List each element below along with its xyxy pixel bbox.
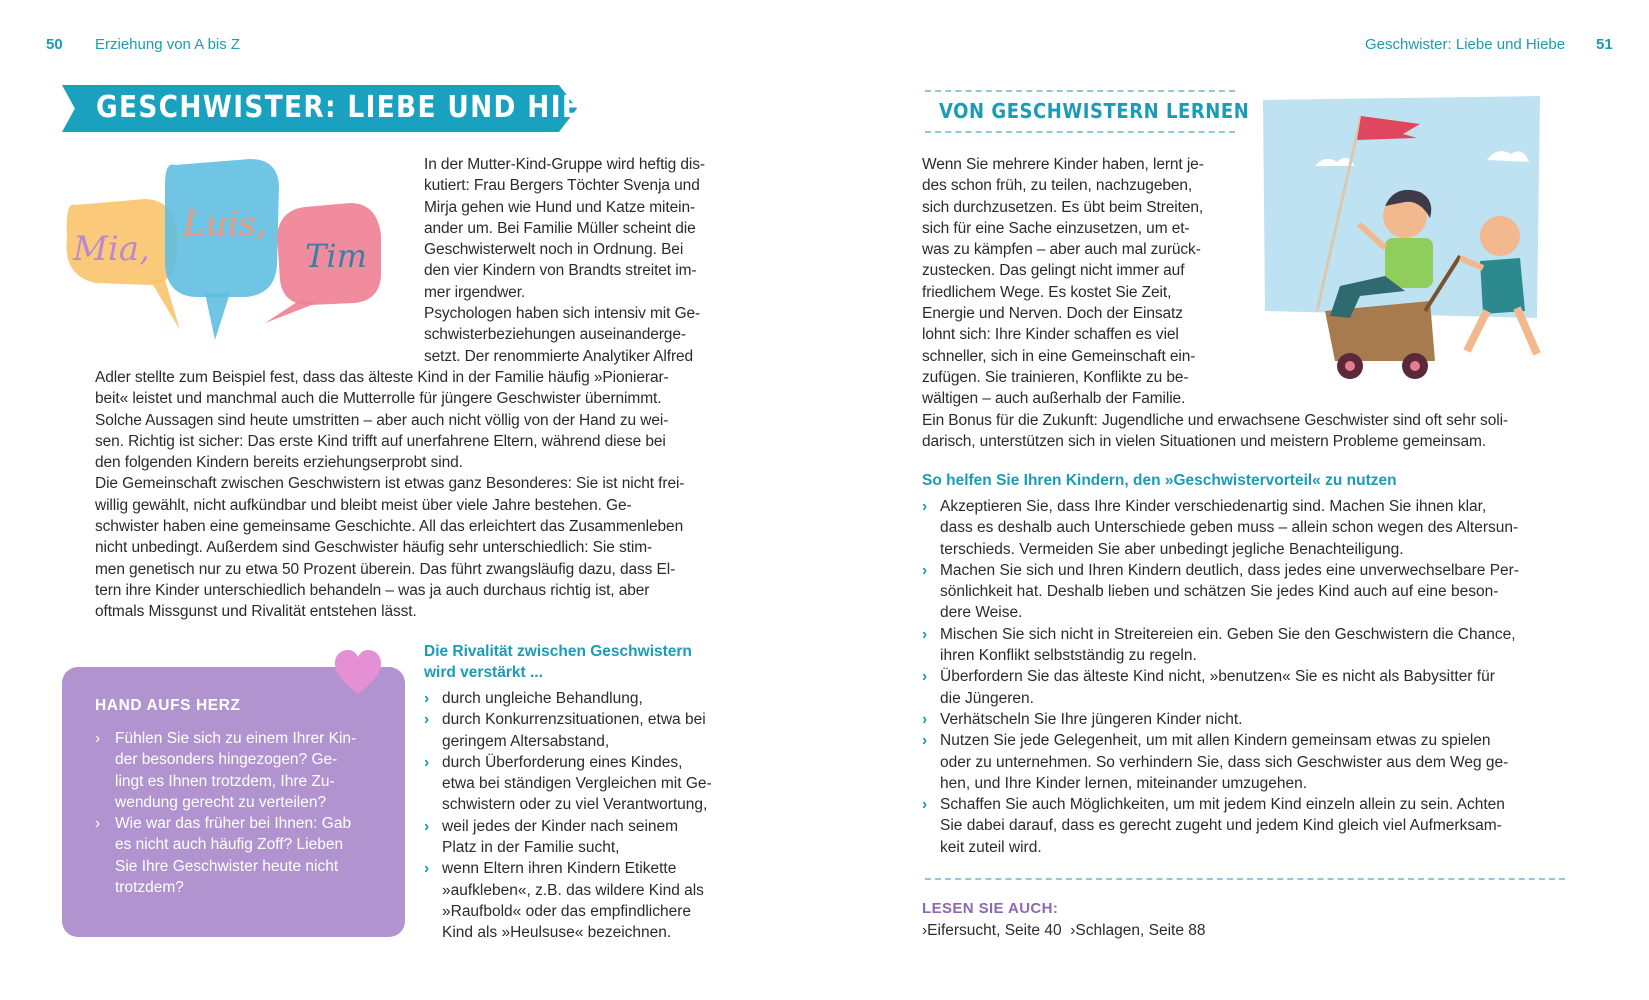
text-line: beit« leistet und manchmal auch die Mutterrolle für jüngere Geschwister übernimmt. [95, 390, 662, 408]
intro-paragraph-right [922, 154, 1508, 452]
section-title: VON GESCHWISTERN LERNEN [939, 99, 1250, 123]
hand-aufs-herz-title: HAND AUFS HERZ [95, 697, 241, 714]
list-item [424, 752, 712, 816]
text-line: kutiert: Frau Bergers Töchter Svenja und [424, 177, 700, 195]
lesen-sie-auch-title: LESEN SIE AUCH: [922, 900, 1059, 917]
list-item [424, 858, 712, 943]
chevron-right-icon: › [922, 796, 928, 814]
text-line: der besonders hingezogen? Ge- [115, 751, 338, 769]
text-line: lingt es Ihnen trotzdem, Ihre Zu- [115, 772, 335, 790]
chevron-right-icon: › [1070, 922, 1076, 939]
text-line: tern ihre Kinder unterschiedlich behandeln – was ja auch durchaus richtig ist, aber [95, 581, 650, 599]
chevron-right-icon: › [922, 732, 928, 750]
text-line: oftmals Missgunst und Rivalität entstehen lässt. [95, 603, 417, 621]
text-line: Machen Sie sich und Ihren Kindern deutlich, dass jedes eine unverwechselbare Per- [940, 561, 1520, 579]
text-line: durch Konkurrenzsituationen, etwa bei [442, 711, 706, 729]
text-line: etwa bei ständigen Vergleichen mit Ge- [442, 775, 712, 793]
bubble-name-mia: Mia, [73, 229, 150, 269]
text-line: lohnt sich: Ihre Kinder schaffen es viel [922, 326, 1179, 344]
text-line: sich für eine Sache einzusetzen, um et- [922, 219, 1190, 237]
text-line: Platz in der Familie sucht, [442, 839, 620, 857]
chevron-right-icon: › [922, 625, 928, 643]
text-line: sich durchzusetzen. Es übt beim Streiten, [922, 198, 1204, 216]
text-line: hen, und Ihre Kinder lernen, miteinander umzugehen. [940, 774, 1308, 792]
text-line: zustecken. Das gelingt nicht immer auf [922, 262, 1185, 280]
list-item [424, 688, 712, 709]
text-line: Ein Bonus für die Zukunft: Jugendliche und erwachsene Geschwister sind oft sehr soli- [922, 411, 1508, 429]
text-line: Fühlen Sie sich zu einem Ihrer Kin- [115, 730, 357, 747]
list-item [424, 709, 712, 752]
text-line: sen. Richtig ist sicher: Das erste Kind trifft auf unerfahrene Eltern, während diese bei [95, 432, 666, 450]
text-line: trotzdem? [115, 879, 184, 897]
text-line: Solche Aussagen sind heute umstritten – aber auch nicht völlig von der Hand zu wei- [95, 411, 669, 429]
text-line: wältigen – auch außerhalb der Familie. [922, 390, 1186, 408]
text-line: Nutzen Sie jede Gelegenheit, um mit allen Kindern gemeinsam etwas zu spielen [940, 732, 1491, 750]
list-item [922, 709, 1519, 730]
text-line: Die Rivalität zwischen Geschwistern [424, 643, 692, 660]
chevron-right-icon: › [922, 710, 928, 728]
text-line: men genetisch nur zu etwa 50 Prozent überein. Das führt zwangsläufig dazu, dass El- [95, 560, 676, 578]
text-line: mer irgendwer. [424, 283, 526, 301]
text-line: Geschwisterwelt noch in Ordnung. Bei [424, 241, 684, 259]
hand-aufs-herz-list [95, 728, 356, 898]
rivalry-heading [424, 641, 692, 684]
rivalry-bullet-list [424, 688, 712, 944]
text-line: wird verstärkt ... [424, 664, 543, 682]
heart-icon [333, 648, 383, 698]
text-line: Sie Ihre Geschwister heute nicht [115, 857, 339, 875]
lesen-sie-auch-links [922, 920, 1206, 941]
text-line: Schaffen Sie auch Möglichkeiten, um mit jedem Kind einzeln allein zu sein. Achten [940, 796, 1505, 814]
text-line: schwister haben eine gemeinsame Geschichte. All das erleichtert das Zusammenleben [95, 518, 684, 536]
chevron-right-icon: › [424, 817, 430, 835]
text-line: es nicht auch häufig Zoff? Lieben [115, 836, 344, 854]
divider [925, 878, 1565, 880]
text-line: schneller, sich in eine Gemeinschaft ein- [922, 347, 1196, 365]
text-line: Überfordern Sie das älteste Kind nicht, »benutzen« Sie es nicht als Babysitter für [940, 668, 1495, 686]
text-line: was zu kämpfen – aber auch mal zurück- [922, 241, 1201, 259]
text-line: Kind als »Heulsuse« bezeichnen. [442, 924, 672, 942]
text-line: terschieds. Vermeiden Sie aber unbedingt jegliche Benachteiligung. [940, 540, 1404, 558]
speech-bubbles-illustration [55, 155, 400, 345]
text-line: Wenn Sie mehrere Kinder haben, lernt je- [922, 156, 1204, 173]
chevron-right-icon: › [922, 561, 928, 579]
text-line: nicht unbedingt. Außerdem sind Geschwister häufig sehr unterschiedlich: Sie stim- [95, 539, 653, 557]
body-paragraphs-left [95, 367, 684, 623]
list-item [922, 794, 1519, 858]
running-header-right: Geschwister: Liebe und Hiebe [1365, 36, 1566, 53]
link-eifersucht[interactable]: Eifersucht, Seite 40 [927, 922, 1062, 939]
chevron-right-icon: › [424, 711, 430, 729]
list-item [922, 666, 1519, 709]
text-line: ihren Konflikt selbstständig zu regeln. [940, 647, 1197, 665]
bubble-name-tim: Tim [305, 237, 367, 275]
page-number-right: 51 [1596, 36, 1613, 53]
chevron-right-icon: › [95, 815, 101, 833]
chevron-right-icon: › [922, 498, 928, 515]
text-line: sönlichkeit hat. Deshalb lieben und schätzen Sie jedes Kind auch auf eine beson- [940, 583, 1499, 601]
intro-paragraph-left [424, 154, 705, 367]
text-line: durch Überforderung eines Kindes, [442, 753, 683, 771]
link-schlagen[interactable]: Schlagen, Seite 88 [1075, 922, 1206, 939]
chevron-right-icon: › [922, 922, 928, 939]
list-item [95, 813, 356, 898]
text-line: darisch, unterstützen sich in vielen Situationen und meistern Probleme gemeinsam. [922, 432, 1486, 450]
tips-bullet-list [922, 496, 1519, 858]
text-line: zufügen. Sie trainieren, Konflikte zu be- [922, 368, 1189, 386]
text-line: Verhätscheln Sie Ihre jüngeren Kinder nicht. [940, 710, 1243, 728]
divider [925, 90, 1235, 92]
text-line: Sie dabei darauf, dass es gerecht zugeht und jedem Kind gleich viel Aufmerksam- [940, 817, 1502, 835]
text-line: willig gewählt, nicht aufkündbar und bleibt meist über viele Jahre bestehen. Ge- [95, 496, 632, 514]
text-line: schwisterbeziehungen auseinanderge- [424, 326, 686, 344]
text-line: wenn Eltern ihren Kindern Etikette [442, 860, 677, 878]
text-line: oder zu unternehmen. So verhindern Sie, dass sich Geschwister aus dem Weg ge- [940, 753, 1509, 771]
text-line: Psychologen haben sich intensiv mit Ge- [424, 305, 701, 323]
text-line: friedlichem Wege. Es kostet Sie Zeit, [922, 283, 1172, 301]
chevron-right-icon: › [922, 668, 928, 686]
text-line: keit zuteil wird. [940, 838, 1042, 856]
text-line: Adler stellte zum Beispiel fest, dass das älteste Kind in der Familie häufig »Pionierar- [95, 369, 669, 386]
text-line: weil jedes der Kinder nach seinem [442, 817, 679, 835]
page-title: GESCHWISTER: LIEBE UND HIEBE [96, 90, 622, 125]
chevron-right-icon: › [424, 690, 430, 707]
text-line: durch ungleiche Behandlung, [442, 690, 643, 707]
text-line: In der Mutter-Kind-Gruppe wird heftig dis- [424, 156, 705, 173]
text-line: dere Weise. [940, 604, 1023, 622]
text-line: Mischen Sie sich nicht in Streitereien ein. Geben Sie den Geschwistern die Chance, [940, 625, 1516, 643]
list-item [922, 624, 1519, 667]
list-item [922, 730, 1519, 794]
tips-heading: So helfen Sie Ihren Kindern, den »Geschwistervorteil« zu nutzen [922, 472, 1397, 489]
page-number-left: 50 [46, 36, 63, 53]
text-line: Akzeptieren Sie, dass Ihre Kinder verschiedenartig sind. Machen Sie ihnen klar, [940, 498, 1487, 515]
list-item [922, 496, 1519, 560]
blue-speech-bubble [165, 159, 279, 340]
text-line: dass es deshalb auch Unterschiede geben muss – allein schon wegen des Altersun- [940, 519, 1519, 537]
text-line: die Jüngeren. [940, 689, 1034, 707]
text-line: schwistern oder zu viel Verantwortung, [442, 796, 708, 814]
text-line: Energie und Nerven. Doch der Einsatz [922, 305, 1183, 323]
list-item [95, 728, 356, 813]
text-line: geringem Altersabstand, [442, 732, 610, 750]
text-line: »Raufbold« oder das empfindlichere [442, 902, 692, 920]
divider [925, 131, 1235, 133]
chevron-right-icon: › [95, 730, 101, 747]
text-line: setzt. Der renommierte Analytiker Alfred [424, 347, 694, 365]
text-line: den vier Kindern von Brandts streitet im- [424, 262, 697, 280]
text-line: Die Gemeinschaft zwischen Geschwistern ist etwas ganz Besonderes: Sie ist nicht frei- [95, 475, 685, 493]
chevron-right-icon: › [424, 753, 430, 771]
text-line: Wie war das früher bei Ihnen: Gab [115, 815, 352, 833]
text-line: ander um. Bei Familie Müller scheint die [424, 219, 696, 237]
text-line: »aufkleben«, z.B. das wildere Kind als [442, 881, 704, 899]
text-line: wendung gerecht zu verteilen? [115, 793, 327, 811]
bubble-name-luis: Luis, [183, 204, 267, 244]
text-line: den folgenden Kindern bereits erziehungserprobt sind. [95, 454, 463, 472]
running-header-left: Erziehung von A bis Z [95, 36, 241, 53]
list-item [424, 816, 712, 859]
list-item [922, 560, 1519, 624]
chevron-right-icon: › [424, 860, 430, 878]
text-line: des schon früh, zu teilen, nachzugeben, [922, 177, 1193, 195]
text-line: Mirja gehen wie Hund und Katze mitein- [424, 198, 696, 216]
